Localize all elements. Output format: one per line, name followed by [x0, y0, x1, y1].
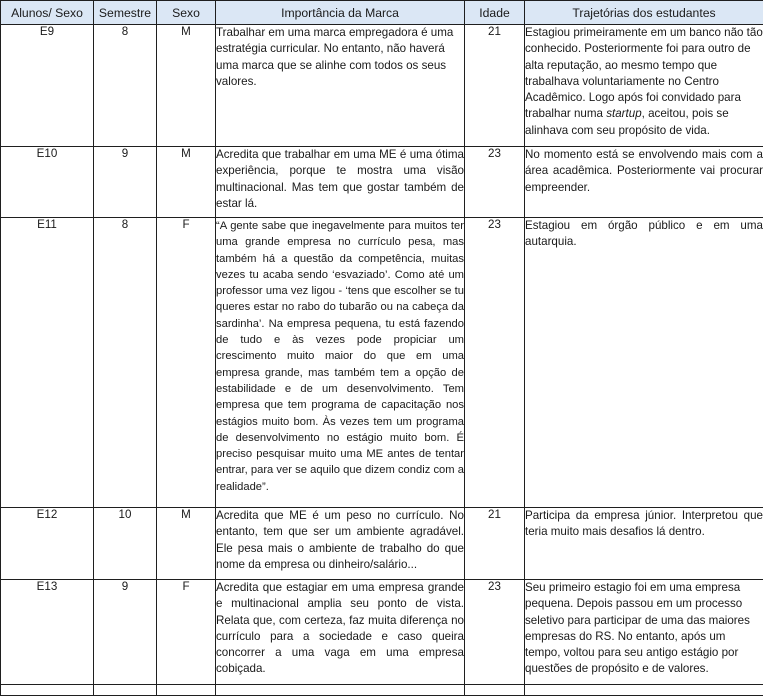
trajectory-emphasis: startup [606, 107, 641, 120]
age-cell: 21 [465, 508, 525, 580]
empty-cell [157, 685, 216, 696]
trajectory-text: Estagiou primeiramente em um banco não tão conhecido. Posteriormente foi para outro de alta reputação, ao mesmo tempo que trabalhava voluntariamente no Centro Acadêmico. Logo após foi convidado para trabalhar numa [525, 26, 763, 120]
student-id: E11 [1, 218, 94, 508]
student-id: E12 [1, 508, 94, 580]
semester-cell: 9 [94, 580, 157, 685]
header-sex: Sexo [157, 1, 216, 25]
table-row [1, 147, 763, 218]
semester-cell: 8 [94, 218, 157, 508]
trajectory-cell: No momento está se envolvendo mais com a área acadêmica. Posteriormente vai procurar empreender. [525, 147, 763, 218]
age-cell: 23 [465, 218, 525, 508]
trajectory-cell: Estagiou em órgão público e em uma autarquia. [525, 218, 763, 508]
empty-cell [216, 685, 465, 696]
trajectory-text-end: , aceitou, pois se alinhava com seu propósito de vida. [525, 107, 729, 136]
empty-cell [525, 685, 763, 696]
header-student: Alunos/ Sexo [1, 1, 94, 25]
trajectory-cell: Participa da empresa júnior. Interpretou que teria muito mais desafios lá dentro. [525, 508, 763, 580]
age-cell: 23 [465, 580, 525, 685]
empty-cell [94, 685, 157, 696]
semester-cell: 10 [94, 508, 157, 580]
header-trajectory: Trajetórias dos estudantes [525, 1, 763, 25]
header-brand-importance: Importância da Marca [216, 1, 465, 25]
table-row [1, 580, 763, 685]
brand-importance-cell: “A gente sabe que inegavelmente para muitos ter uma grande empresa no currículo pesa, mas também há a questão da competência, muitas vezes tu acaba sendo ‘esvaziado’. Como até um professor uma vez ligou - ‘tens que escolher se tu queres estar no rabo do tubarão ou na cabeça da sardinha’. Na empresa pequena, tu está fazendo de tudo e às vezes pode propiciar um crescimento muito maior do que em uma empresa grande, mas também tem a opção de estabilidade e de um desenvolvimento. Tem empresa que tem programa de capacitação nos estágios muito bom. Às vezes tem um programa de desenvolvimento no estágio muito bom. É preciso pesquisar muito uma ME antes de tentar entrar, para ver se aquilo que dizem condiz com a realidade”. [216, 218, 465, 508]
age-cell: 21 [465, 25, 525, 147]
trajectory-cell [525, 25, 763, 147]
brand-importance-cell: Acredita que estagiar em uma empresa grande e multinacional amplia seu ponto de vista. Relata que, com certeza, faz muita diferença no currículo para a sociedade e caso queira concorrer a uma vaga em uma empresa cobiçada. [216, 580, 465, 685]
sex-cell: M [157, 147, 216, 218]
empty-cell [1, 685, 94, 696]
age-cell: 23 [465, 147, 525, 218]
student-id: E13 [1, 580, 94, 685]
empty-cell [465, 685, 525, 696]
table-header-row [1, 1, 763, 25]
brand-importance-cell: Trabalhar em uma marca empregadora é uma estratégia curricular. No entanto, não haverá uma marca que se alinhe com todos os seus valores. [216, 25, 465, 147]
sex-cell: F [157, 580, 216, 685]
semester-cell: 9 [94, 147, 157, 218]
table-row [1, 25, 763, 147]
table-row [1, 508, 763, 580]
header-semester: Semestre [94, 1, 157, 25]
table-row [1, 218, 763, 508]
student-id: E9 [1, 25, 94, 147]
header-age: Idade [465, 1, 525, 25]
semester-cell: 8 [94, 25, 157, 147]
sex-cell: M [157, 508, 216, 580]
sex-cell: M [157, 25, 216, 147]
brand-importance-cell: Acredita que ME é um peso no currículo. No entanto, tem que ser um ambiente agradável. Ele pesa mais o ambiente de trabalho do que nome da empresa ou dinheiro/salário... [216, 508, 465, 580]
table-row-partial [1, 685, 763, 696]
student-id: E10 [1, 147, 94, 218]
sex-cell: F [157, 218, 216, 508]
trajectory-cell: Seu primeiro estagio foi em uma empresa pequena. Depois passou em um processo seletivo para participar de uma das maiores empresas do RS. No entanto, após um tempo, voltou para seu antigo estágio por questões de propósito e de valores. [525, 580, 763, 685]
brand-importance-cell: Acredita que trabalhar em uma ME é uma ótima experiência, porque te mostra uma visão multinacional. Mas tem que gostar também de estar lá. [216, 147, 465, 218]
